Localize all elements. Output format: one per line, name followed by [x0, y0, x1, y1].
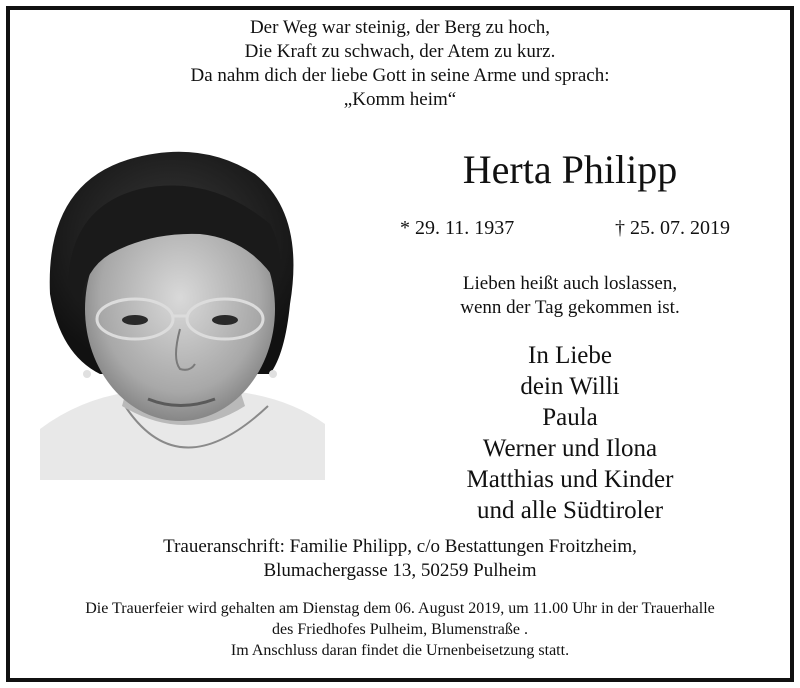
ceremony-line: Die Trauerfeier wird gehalten am Dienstag dem 06. August 2019, um 11.00 Uhr in der Trauerhalle: [85, 600, 715, 617]
death-date: † 25. 07. 2019: [615, 217, 730, 239]
ceremony-info: [0, 598, 800, 661]
portrait-icon: [40, 144, 325, 480]
mourner-line: und alle Südtiroler: [476, 497, 664, 524]
mourner-line: Werner und Ilona: [482, 435, 658, 462]
portrait-photo: [40, 144, 325, 480]
birth-date: * 29. 11. 1937: [400, 217, 515, 239]
mourners-list: [400, 340, 740, 526]
poem-line: Die Kraft zu schwach, der Atem zu kurz.: [244, 41, 556, 62]
poem-line: Der Weg war steinig, der Berg zu hoch,: [249, 17, 551, 38]
deceased-name: Herta Philipp: [462, 147, 678, 192]
mourner-line: In Liebe: [528, 342, 612, 369]
mourning-address: [0, 535, 800, 583]
quote-line: wenn der Tag gekommen ist.: [460, 297, 680, 318]
quote-line: Lieben heißt auch loslassen,: [462, 273, 678, 294]
address-line: Blumachergasse 13, 50259 Pulheim: [263, 560, 537, 581]
poem: [0, 16, 800, 112]
poem-line: Da nahm dich der liebe Gott in seine Arme und sprach:: [190, 65, 610, 86]
ceremony-line: des Friedhofes Pulheim, Blumenstraße .: [272, 621, 528, 638]
quote: [400, 272, 740, 320]
ceremony-line: Im Anschluss daran findet die Urnenbeisetzung statt.: [230, 642, 570, 659]
mourner-line: dein Willi: [520, 373, 620, 400]
address-line: Traueranschrift: Familie Philipp, c/o Bestattungen Froitzheim,: [163, 536, 637, 557]
mourner-line: Matthias und Kinder: [466, 466, 674, 493]
poem-line: „Komm heim“: [343, 89, 457, 110]
mourner-line: Paula: [542, 404, 598, 431]
